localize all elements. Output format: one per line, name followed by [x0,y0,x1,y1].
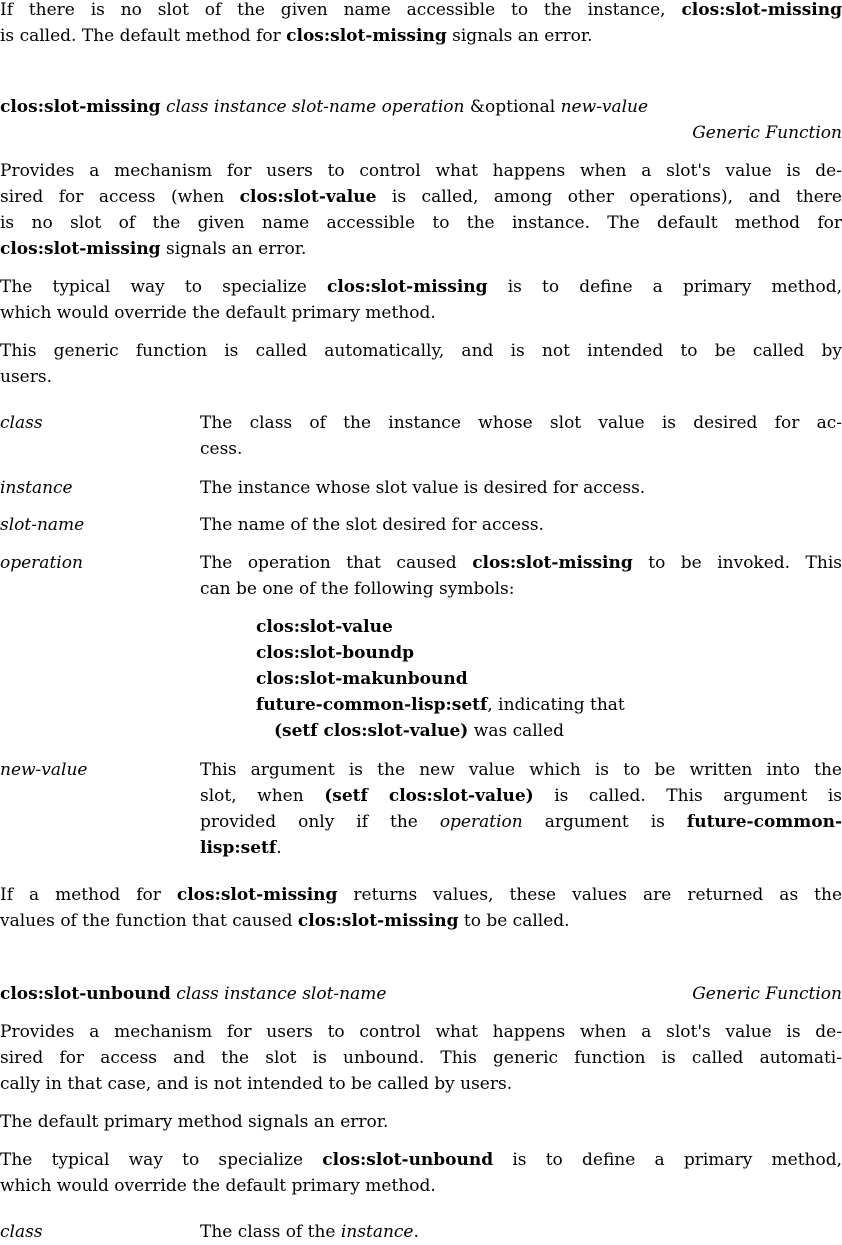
unbound-arg-def-class: The class of the instance. [200,1222,419,1242]
slot-missing-p4-l1: If a method for clos:slot-missing returns values, these values are returned as the [0,885,842,905]
arg-def-new-value-1: This argument is the new value which is to be written into the [200,760,842,780]
slot-missing-p2-l2: which would override the default primary method. [0,303,436,323]
arg-term-instance: instance [0,478,73,498]
symbol-slot-makunbound: clos:slot-makunbound [256,669,468,689]
slot-unbound-p3-l1: The typical way to specialize clos:slot-unbound is to define a primary method, [0,1150,842,1170]
slot-missing-p1-l2: sired for access (when clos:slot-value is called, among other operations), and there [0,187,842,207]
arg-def-operation-1: The operation that caused clos:slot-missing to be invoked. This [200,553,842,573]
arg-term-slot-name: slot-name [0,515,85,535]
symbol-slot-boundp: clos:slot-boundp [256,643,414,663]
arg-def-instance: The instance whose slot value is desired for access. [200,478,646,498]
slot-missing-p1-l3: is no slot of the given name accessible to the instance. The default method for [0,213,842,233]
slot-missing-p4-l2: values of the function that caused clos:slot-missing to be called. [0,911,570,931]
slot-unbound-p1-l3: cally in that case, and is not intended to be called by users. [0,1074,513,1094]
slot-missing-p2-l1: The typical way to specialize clos:slot-missing is to define a primary method, [0,277,842,297]
slot-unbound-p1-l1: Provides a mechanism for users to control what happens when a slot's value is de- [0,1022,842,1042]
arg-def-class-2: cess. [200,439,243,459]
arg-def-class-1: The class of the instance whose slot value is desired for ac- [200,413,842,433]
slot-missing-p1-l4: clos:slot-missing signals an error. [0,239,307,259]
slot-unbound-p1-l2: sired for access and the slot is unbound. This generic function is called automati- [0,1048,842,1068]
slot-missing-signature: clos:slot-missing class instance slot-name operation &optional new-value [0,97,649,117]
arg-term-new-value: new-value [0,760,88,780]
arg-term-class: class [0,413,43,433]
slot-missing-p3-l2: users. [0,367,52,387]
arg-def-new-value-3: provided only if the operation argument is future-common- [200,812,842,832]
slot-unbound-signature: clos:slot-unbound class instance slot-name [0,984,387,1004]
arg-def-new-value-4: lisp:setf. [200,838,282,858]
arg-def-new-value-2: slot, when (setf clos:slot-value) is called. This argument is [200,786,842,806]
symbol-setf: future-common-lisp:setf, indicating that [256,695,625,715]
intro-line-2: is called. The default method for clos:slot-missing signals an error. [0,26,593,46]
unbound-arg-term-class: class [0,1222,43,1242]
symbol-setf-form: (setf clos:slot-value) was called [274,721,565,741]
arg-def-operation-2: can be one of the following symbols: [200,579,515,599]
arg-term-operation: operation [0,553,83,573]
intro-line-1: If there is no slot of the given name accessible to the instance, clos:slot-missing [0,0,842,20]
arg-def-slot-name: The name of the slot desired for access. [200,515,544,535]
slot-unbound-kind: Generic Function [692,984,842,1004]
slot-missing-p3-l1: This generic function is called automatically, and is not intended to be called by [0,341,842,361]
slot-missing-kind: Generic Function [692,123,842,143]
slot-unbound-p2: The default primary method signals an error. [0,1112,389,1132]
slot-unbound-p3-l2: which would override the default primary method. [0,1176,436,1196]
slot-missing-p1-l1: Provides a mechanism for users to control what happens when a slot's value is de- [0,161,842,181]
symbol-slot-value: clos:slot-value [256,617,393,637]
